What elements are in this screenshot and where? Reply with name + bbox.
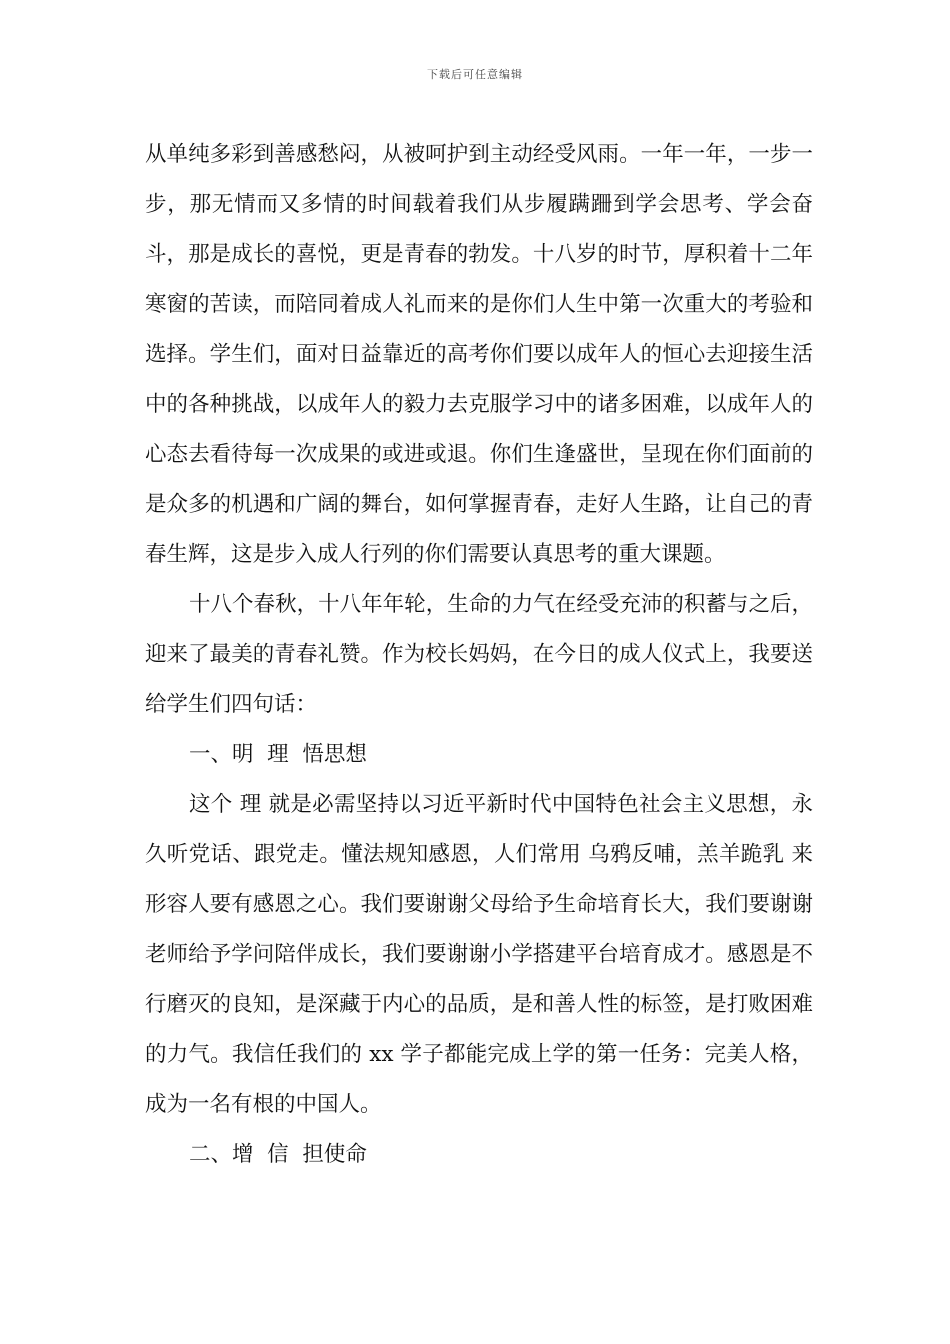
- page-header: 下载后可任意编辑: [427, 68, 523, 81]
- paragraph-intro: 从单纯多彩到善感愁闷，从被呵护到主动经受风雨。一年一年，一步一步，那无情而又多情的时间载着我们从步履蹒跚到学会思考、学会奋斗，那是成长的喜悦，更是青春的勃发。十八岁的时节，厚积着十二年寒窗的苦读，而陪同着成人礼而来的是你们人生中第一次重大的考验和选择。学生们，面对日益靠近的高考你们要以成年人的恒心去迎接生活中的各种挑战，以成年人的毅力去克服学习中的诸多困难，以成年人的心态去看待每一次成果的或进或退。你们生逢盛世，呈现在你们面前的是众多的机遇和广阔的舞台，如何掌握青春，走好人生路，让自己的青春生辉，这是步入成人行列的你们需要认真思考的重大课题。: [145, 142, 813, 567]
- document-body: [145, 130, 813, 1180]
- section-heading-two: 二、增 信 担使命: [189, 1142, 367, 1167]
- paragraph-eighteen-springs: 十八个春秋，十八年年轮，生命的力气在经受充沛的积蓄与之后，迎来了最美的青春礼赞。作为校长妈妈，在今日的成人仪式上，我要送给学生们四句话：: [145, 592, 813, 717]
- paragraph-section-one: 这个 理 就是必需坚持以习近平新时代中国特色社会主义思想，永久听党话、跟党走。懂法规知感恩，人们常用 乌鸦反哺，羔羊跪乳 来形容人要有感恩之心。我们要谢谢父母给予生命培育长大，我们要谢谢老师给予学问陪伴成长，我们要谢谢小学搭建平台培育成才。感恩是不行磨灭的良知，是深藏于内心的品质，是和善人性的标签，是打败困难的力气。我信任我们的 xx 学子都能完成上学的第一任务：完美人格，成为一名有根的中国人。: [145, 792, 813, 1117]
- section-heading-one: 一、明 理 悟思想: [189, 742, 367, 767]
